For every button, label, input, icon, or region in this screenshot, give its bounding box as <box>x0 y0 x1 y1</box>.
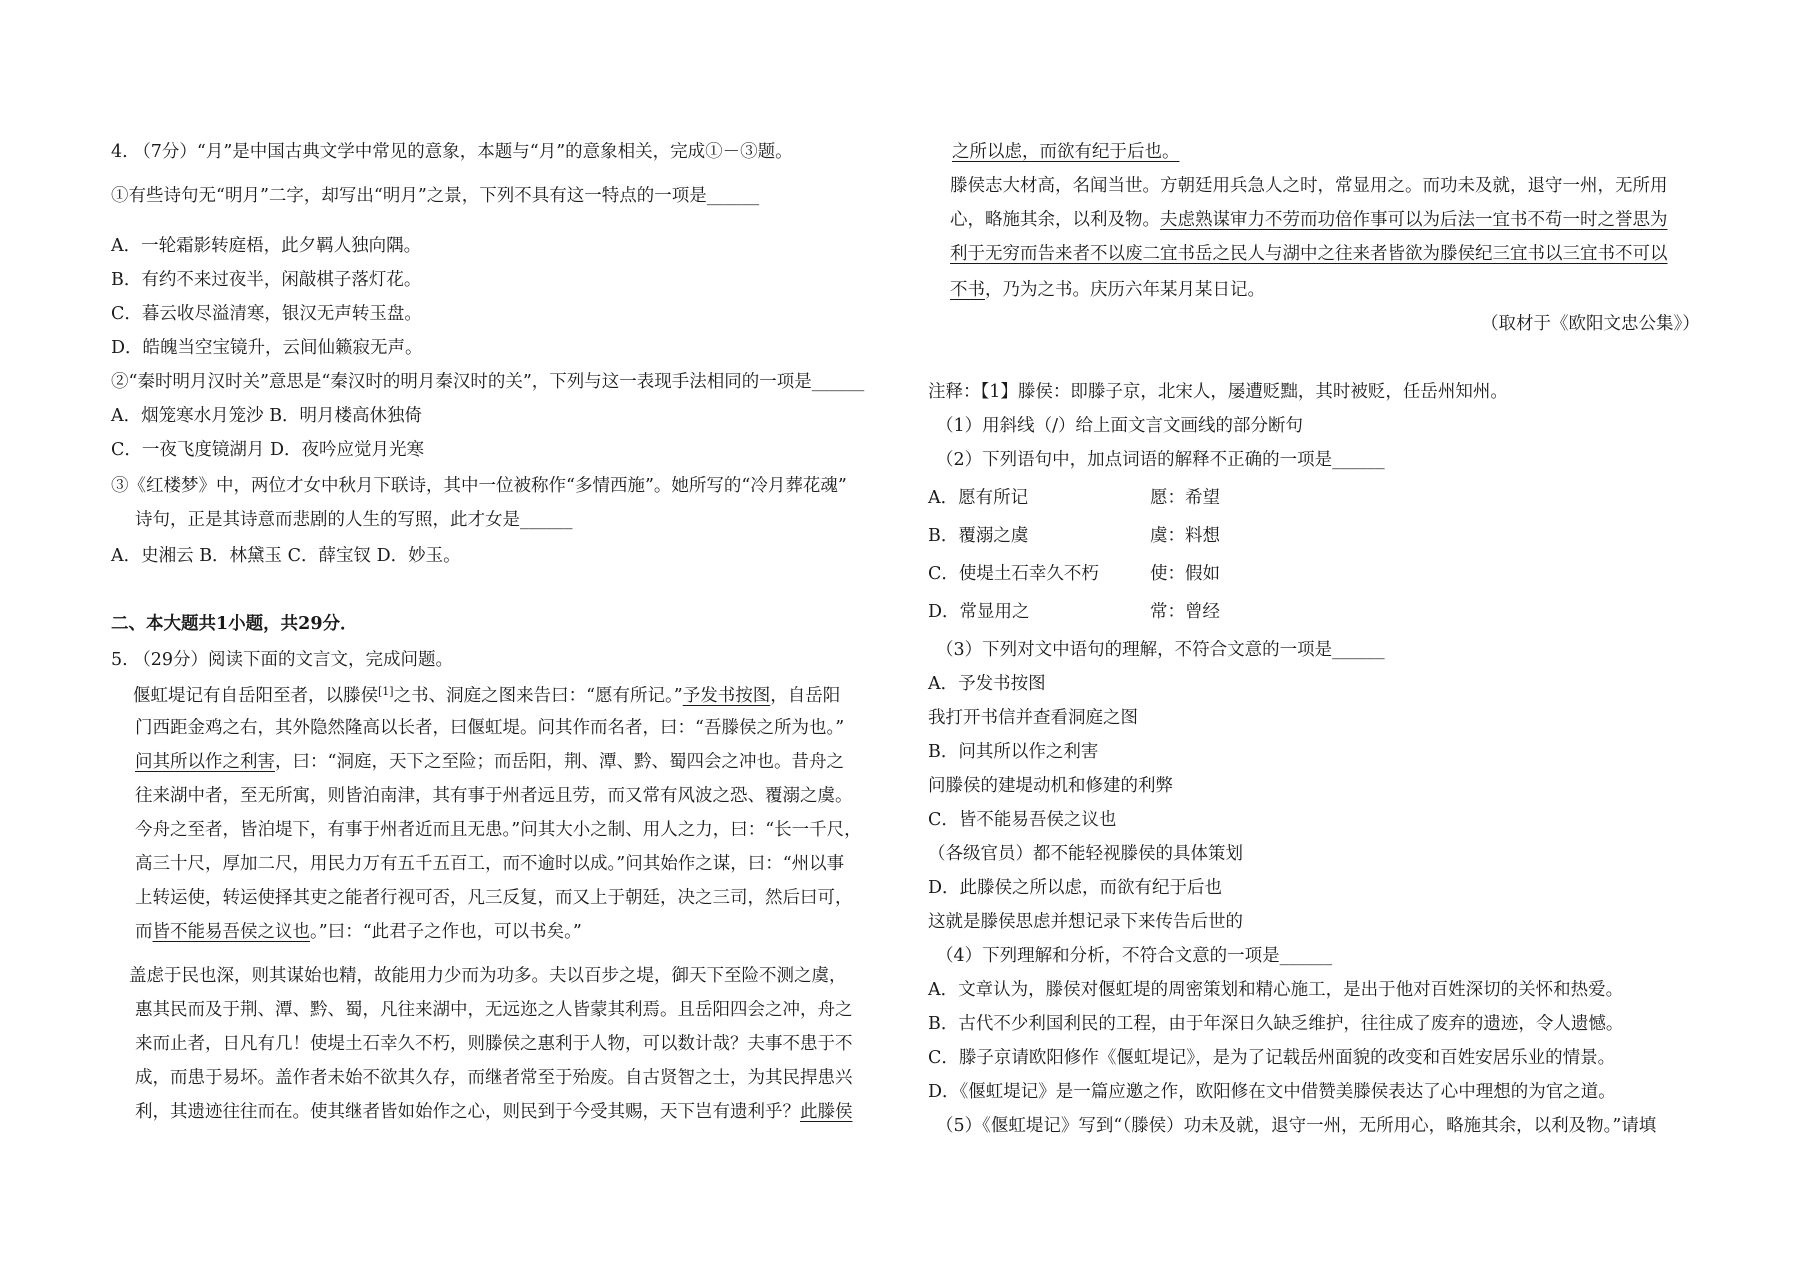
sub-q4-option-b: B．古代不少利国利民的工程，由于年深日久缺乏维护，往往成了废弃的遗迹，令人遗憾。 <box>928 1014 1624 1034</box>
sub-question-3: （3）下列对文中语句的理解，不符合文意的一项是______ <box>936 640 1385 660</box>
sub-q3-explain-b: 问滕侯的建堤动机和修建的利弊 <box>928 776 1173 796</box>
q4-2-options-cd: C．一夜飞度镜湖月 D．夜吟应觉月光寒 <box>111 440 424 460</box>
sub-question-2: （2）下列语句中，加点词语的解释不正确的一项是______ <box>936 450 1385 470</box>
passage-p1-line8: 而皆不能易吾侯之议也。”曰：“此君子之作也，可以书矣。” <box>135 922 582 942</box>
sub-q3-option-b: B．问其所以作之利害 <box>928 742 1099 762</box>
q4-3-prompt-line1: ③《红楼梦》中，两位才女中秋月下联诗，其中一位被称作“多情西施”。她所写的“冷月葬花魂” <box>111 476 847 496</box>
q4-2-prompt: ②“秦时明月汉时关”意思是“秦汉时的明月秦汉时的关”，下列与这一表现手法相同的一项是______ <box>111 372 865 392</box>
passage-p1-line6: 高三十尺，厚加二尺，用民力万有五千五百工，而不逾时以成。”问其始作之谋，曰：“州以事 <box>135 854 845 874</box>
passage-p3-line1: 滕侯志大材高，名闻当世。方朝廷用兵急人之时，常显用之。而功未及就，退守一州，无所用 <box>950 176 1668 196</box>
section-2-title: 二、本大题共1小题，共29分． <box>111 614 358 634</box>
underlined-phrase: 问其所以作之利害 <box>135 752 275 772</box>
sub-question-1: （1）用斜线（/）给上面文言文画线的部分断句 <box>936 416 1304 436</box>
q4-1-option-a: A．一轮霜影转庭梧，此夕羁人独向隅。 <box>111 236 422 256</box>
passage-p2-line3: 来而止者，日凡有几！使堤土石幸久不朽，则滕侯之惠利于人物，可以数计哉？夫事不患于不 <box>135 1034 853 1054</box>
underlined-phrase: 不书 <box>950 280 985 300</box>
sub-question-4: （4）下列理解和分析，不符合文意的一项是______ <box>936 946 1333 966</box>
passage-p1-line7: 上转运使，转运使择其吏之能者行视可否，凡三反复，而又上于朝廷，决之三司，然后曰可， <box>135 888 853 908</box>
passage-p3-line3: 利于无穷而告来者不以废二宜书岳之民人与湖中之往来者皆欲为滕侯纪三宜书以三宜书不可以 <box>950 244 1668 264</box>
passage-p1-line4: 往来湖中者，至无所寓，则皆泊南津，其有事于州者远且劳，而又常有风波之恐、覆溺之虞。 <box>135 786 853 806</box>
passage-p2-line5: 利，其遗迹往往而在。使其继者皆如始作之心，则民到于今受其赐，天下岂有遗利乎？此滕侯 <box>135 1102 853 1122</box>
gloss: 使：假如 <box>1150 564 1220 584</box>
sub-q3-explain-c: （各级官员）都不能轻视滕侯的具体策划 <box>928 844 1243 864</box>
passage-continuation: 之所以虑，而欲有纪于后也。 <box>952 142 1180 162</box>
sub-q2-option-b: B．覆溺之虞 虞：料想 <box>928 526 1220 546</box>
passage-p2-line2: 惠其民而及于荆、潭、黔、蜀，凡往来湖中，无远迩之人皆蒙其利焉。且岳阳四会之冲，舟之 <box>135 1000 853 1020</box>
source-citation: （取材于《欧阳文忠公集》） <box>1481 314 1700 334</box>
sub-q3-option-c: C．皆不能易吾侯之议也 <box>928 810 1117 830</box>
sub-q3-option-a: A．予发书按图 <box>928 674 1046 694</box>
sub-q2-option-d: D．常显用之 常：曾经 <box>928 602 1220 622</box>
gloss: 常：曾经 <box>1150 602 1220 622</box>
passage-p3-line4: 不书，乃为之书。庆历六年某月某日记。 <box>950 280 1265 300</box>
underlined-phrase: 此滕侯 <box>800 1102 853 1122</box>
underlined-phrase: 夫虑熟谋审力不劳而功倍作事可以为后法一宜书不苟一时之誉思为 <box>1160 210 1668 230</box>
sub-q2-option-a: A．愿有所记 愿：希望 <box>928 488 1220 508</box>
sub-q4-option-c: C．滕子京请欧阳修作《偃虹堤记》，是为了记载岳州面貌的改变和百姓安居乐业的情景。 <box>928 1048 1616 1068</box>
sub-question-5: （5）《偃虹堤记》写到“（滕侯）功未及就，退守一州，无所用心，略施其余，以利及物。”请填 <box>936 1116 1657 1136</box>
underlined-phrase: 予发书按图 <box>682 686 771 706</box>
sub-q4-option-d: D．《偃虹堤记》是一篇应邀之作，欧阳修在文中借赞美滕侯表达了心中理想的为官之道。 <box>928 1082 1616 1102</box>
passage-p1-line1: 偃虹堤记有自岳阳至者，以滕侯[1]之书、洞庭之图来告曰：“愿有所记。”予发书按图，自岳阳 <box>133 685 841 706</box>
q4-1-option-c: C．暮云收尽溢清寒，银汉无声转玉盘。 <box>111 304 422 324</box>
passage-p2-line4: 成，而患于易坏。盖作者未始不欲其久存，而继者常至于殆废。自古贤智之士，为其民捍患兴 <box>135 1068 853 1088</box>
sub-q3-explain-d: 这就是滕侯思虑并想记录下来传告后世的 <box>928 912 1243 932</box>
sub-q3-explain-a: 我打开书信并查看洞庭之图 <box>928 708 1138 728</box>
q4-3-options: A．史湘云 B．林黛玉 C．薛宝钗 D．妙玉。 <box>111 546 461 566</box>
sub-q4-option-a: A．文章认为，滕侯对偃虹堤的周密策划和精心施工，是出于他对百姓深切的关怀和热爱。 <box>928 980 1624 1000</box>
footnote-marker: [1] <box>378 685 394 698</box>
q4-header: 4. （7分）“月”是中国古典文学中常见的意象，本题与“月”的意象相关，完成①－③题。 <box>111 142 793 162</box>
q4-1-option-b: B．有约不来过夜半，闲敲棋子落灯花。 <box>111 270 422 290</box>
passage-p1-line2: 门西距金鸡之右，其外隐然隆高以长者，曰偃虹堤。问其作而名者，曰：“吾滕侯之所为也。” <box>135 718 845 738</box>
q5-header: 5. （29分）阅读下面的文言文，完成问题。 <box>111 650 454 670</box>
q4-3-prompt-line2: 诗句，正是其诗意而悲剧的人生的写照，此才女是______ <box>135 510 573 530</box>
sub-q2-option-c: C．使堤土石幸久不朽 使：假如 <box>928 564 1220 584</box>
q4-1-prompt: ①有些诗句无“明月”二字，却写出“明月”之景，下列不具有这一特点的一项是______ <box>111 186 760 206</box>
gloss: 愿：希望 <box>1150 488 1220 508</box>
passage-p3-line2: 心，略施其余，以利及物。夫虑熟谋审力不劳而功倍作事可以为后法一宜书不苟一时之誉思为 <box>950 210 1668 230</box>
passage-p2-line1: 盖虑于民也深，则其谋始也精，故能用力少而为功多。夫以百步之堤，御天下至险不测之虞， <box>129 966 847 986</box>
underlined-phrase: 皆不能易吾侯之议也 <box>152 922 310 942</box>
passage-p1-line3: 问其所以作之利害，曰：“洞庭，天下之至险；而岳阳，荆、潭、黔、蜀四会之冲也。昔舟之 <box>135 752 844 772</box>
q4-1-option-d: D．皓魄当空宝镜升，云间仙籁寂无声。 <box>111 338 423 358</box>
passage-p1-line5: 今舟之至者，皆泊堤下，有事于州者近而且无患。”问其大小之制、用人之力，曰：“长一千尺， <box>135 820 862 840</box>
q4-2-options-ab: A．烟笼寒水月笼沙 B．明月楼高休独倚 <box>111 406 423 426</box>
gloss: 虞：料想 <box>1150 526 1220 546</box>
footnote: 注释：【1】滕侯：即滕子京，北宋人，屡遭贬黜，其时被贬，任岳州知州。 <box>928 382 1508 402</box>
sub-q3-option-d: D．此滕侯之所以虑，而欲有纪于后也 <box>928 878 1223 898</box>
